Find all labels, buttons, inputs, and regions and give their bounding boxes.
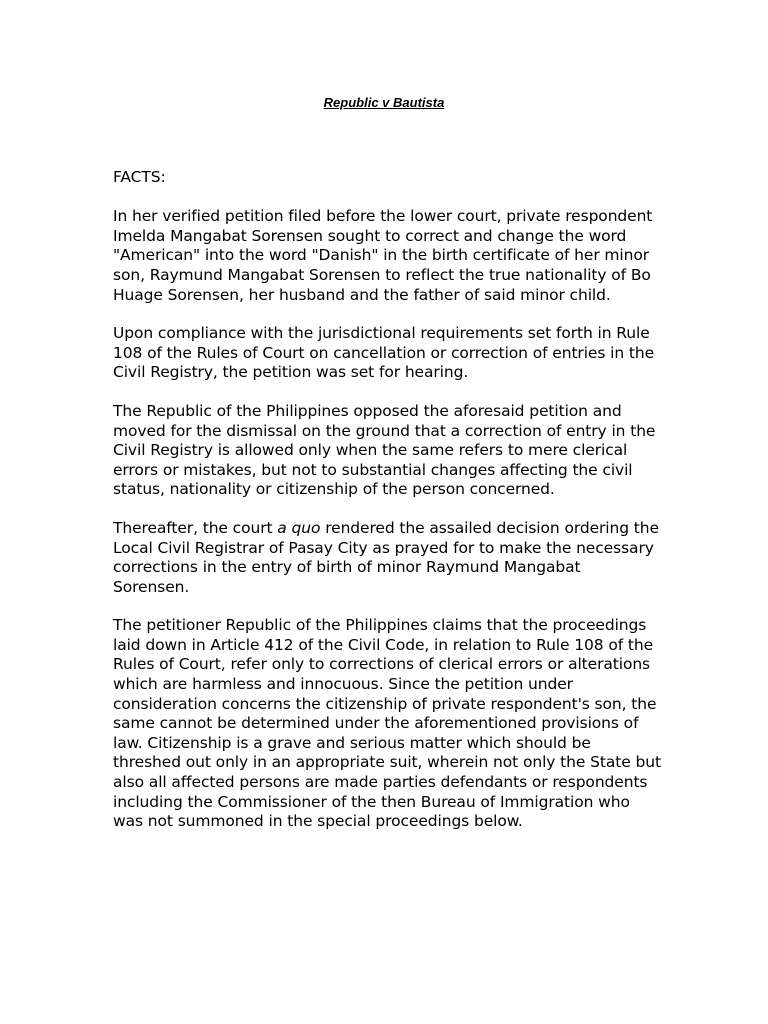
paragraph-4-start: Thereafter, the court [113, 518, 278, 537]
paragraph-3: The Republic of the Philippines opposed the aforesaid petition and moved for the dismissal on the ground that a correction of entry in the Civil Registry is allowed only when the same refers to mere clerical errors or mistakes, but not to substantial changes affecting the civil status, nationality or citizenship of the person concerned. [113, 401, 656, 499]
paragraph-5: The petitioner Republic of the Philippines claims that the proceedings laid down in Article 412 of the Civil Code, in relation to Rule 108 of the Rules of Court, refer only to corrections of clerical errors or alterations which are harmless and innocuous. Since the petition under consideration concerns the citizenship of private respondent's son, the same cannot be determined under the aforementioned provisions of law. Citizenship is a grave and serious matter which should be threshed out only in an appropriate suit, wherein not only the State but also all affected persons are made parties defendants or respondents including the Commissioner of the then Bureau of Immigration who was not summoned in the special proceedings below. [113, 616, 661, 831]
paragraph-4 [113, 519, 661, 597]
section-heading: FACTS: [113, 168, 166, 186]
paragraph-2: Upon compliance with the jurisdictional requirements set forth in Rule 108 of the Rules of Court on cancellation or correction of entries in the Civil Registry, the petition was set for hearing. [113, 324, 655, 382]
paragraph-1: In her verified petition filed before the lower court, private respondent Imelda Mangabat Sorensen sought to correct and change the word "American" into the word "Danish" in the birth certificate of her minor son, Raymund Mangabat Sorensen to reflect the true nationality of Bo Huage Sorensen, her husband and the father of said minor child. [113, 207, 653, 304]
document-body [113, 168, 661, 851]
document-title: Republic v Bautista [323, 95, 445, 110]
paragraph-4-italic: a quo [277, 518, 321, 537]
paragraph-4-end: rendered the assailed decision ordering the Local Civil Registrar of Pasay City as prayed for to make the necessary corrections in the entry of birth of minor Raymund Mangabat Sorensen. [113, 518, 659, 596]
